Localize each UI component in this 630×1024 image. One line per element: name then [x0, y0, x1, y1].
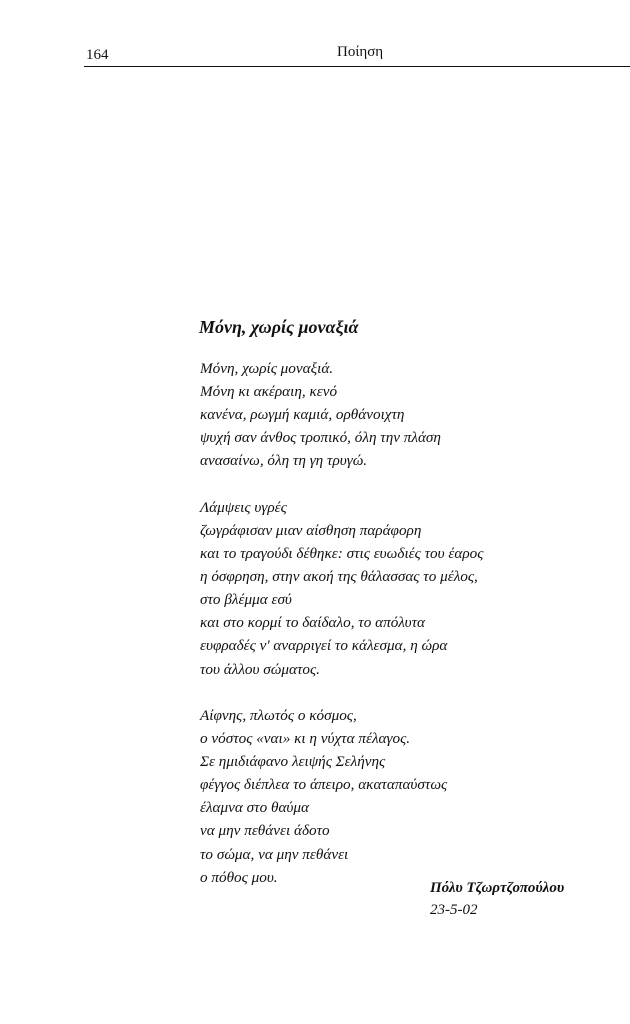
page-number: 164 [86, 47, 109, 63]
poem-line: το σώμα, να μην πεθάνει [200, 845, 349, 863]
poem-line: έλαμνα στο θαύμα [200, 799, 309, 817]
poem-line: να μην πεθάνει άδοτο [200, 822, 330, 840]
header-rule [84, 66, 630, 67]
poem-line: ανασαίνω, όλη τη γη τρυγώ. [200, 452, 368, 470]
poem-line: Μόνη κι ακέραιη, κενό [200, 383, 338, 401]
stanza-2 [200, 496, 483, 681]
poem-line: και το τραγούδι δέθηκε: στις ευωδιές του έαρος [200, 545, 484, 563]
poem-line: και στο κορμί το δαίδαλο, το απόλυτα [200, 614, 425, 632]
poem-line: ο πόθος μου. [200, 868, 278, 886]
poem-line: του άλλου σώματος. [200, 660, 320, 678]
poem-line: Αίφνης, πλωτός ο κόσμος, [200, 707, 357, 724]
stanza-3 [200, 704, 483, 889]
poem-line: κανένα, ρωγμή καμιά, ορθάνοιχτη [200, 406, 405, 424]
poem-line: Λάμψεις υγρές [200, 498, 287, 516]
running-header: Ποίηση [337, 44, 384, 60]
poem-line: η όσφρηση, στην ακοή της θάλασσας το μέλος, [200, 568, 478, 586]
poem-line: ευφραδές ν' αναρριγεί το κάλεσμα, η ώρα [200, 637, 448, 655]
poem-date: 23-5-02 [430, 902, 478, 918]
poem-body [200, 357, 483, 912]
poem-line: φέγγος διέπλεα το άπειρο, ακαταπαύστως [200, 776, 448, 794]
poem-line: ζωγράφισαν μιαν αίσθηση παράφορη [200, 521, 422, 539]
poem-line: στο βλέμμα εσύ [200, 591, 292, 609]
stanza-1 [200, 357, 483, 472]
poem-line: Σε ημιδιάφανο λειψής Σελήνης [200, 753, 386, 771]
poem-line: ο νόστος «ναι» κι η νύχτα πέλαγος. [200, 730, 411, 748]
poem-line: ψυχή σαν άνθος τροπικό, όλη την πλάση [200, 429, 441, 447]
poem-title: Μόνη, χωρίς μοναξιά [199, 317, 359, 337]
poem-author: Πόλυ Τζωρτζοπούλου [430, 880, 565, 896]
poem-line: Μόνη, χωρίς μοναξιά. [200, 360, 334, 377]
